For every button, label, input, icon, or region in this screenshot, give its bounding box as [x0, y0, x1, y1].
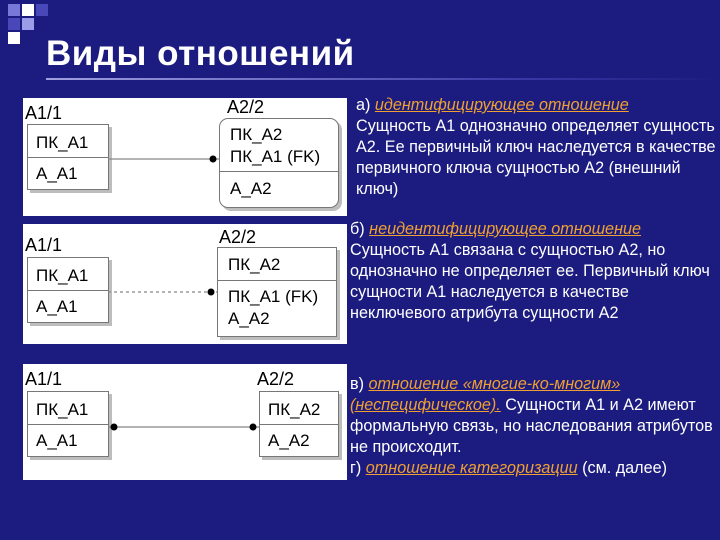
- relationship-line: [23, 224, 347, 344]
- term-many-to-many: отношение «многие-ко-многим» (неспецифическое).: [350, 375, 621, 414]
- child-pk: ПК_A2: [230, 125, 283, 144]
- parent-attr: A_A1: [36, 431, 78, 450]
- diagram-many-to-many: [23, 364, 347, 480]
- description-non-identifying: [350, 219, 716, 324]
- child-fk-attr: ПК_A1 (FK): [228, 287, 319, 306]
- description-body: Сущность А1 связана с сущностью А2, но однозначно не определяет ее. Первичный ключ сущности А1 наследуется в качестве неключевого атрибута сущности А2: [350, 241, 710, 322]
- item-prefix: в): [350, 375, 369, 393]
- relationship-line: [23, 364, 347, 480]
- description-body: (см. далее): [577, 459, 667, 477]
- child-attr: A_A2: [228, 309, 270, 328]
- term-categorization: отношение категоризации: [365, 459, 578, 477]
- child-fk: ПК_A1 (FK): [230, 147, 321, 166]
- term-identifying: идентифицирующее отношение: [374, 96, 629, 114]
- parent-pk: ПК_A1: [36, 133, 89, 152]
- description-body: Сущность А1 однозначно определяет сущность А2. Ее первичный ключ наследуется в качестве первичного ключа сущностью А2 (внешний ключ): [356, 117, 716, 198]
- parent-attr: A_A1: [36, 297, 78, 316]
- parent-entity-name: A1/1: [25, 235, 63, 255]
- child-entity-name: A2/2: [257, 369, 295, 389]
- parent-entity-name: A1/1: [25, 369, 63, 389]
- child-entity-name: A2/2: [219, 227, 257, 247]
- diagram-identifying: [23, 98, 347, 216]
- child-attr: A_A2: [230, 179, 272, 198]
- description-body: Сущности А1 и А2 имеют формальную связь, но наследования атрибутов не происходит.: [350, 396, 713, 456]
- description-many-to-many: [350, 374, 716, 479]
- relationship-line: [23, 98, 347, 216]
- parent-pk: ПК_A1: [36, 266, 89, 285]
- item-prefix: а): [356, 96, 375, 114]
- parent-entity-name: A1/1: [25, 103, 63, 123]
- parent-attr: A_A1: [36, 164, 78, 183]
- child-entity-name: A2/2: [227, 97, 265, 117]
- item-prefix: г): [350, 459, 366, 477]
- child-attr: A_A2: [268, 431, 310, 450]
- child-pk: ПК_A2: [228, 255, 281, 274]
- parent-pk: ПК_A1: [36, 400, 89, 419]
- description-identifying: [356, 95, 716, 200]
- item-prefix: б): [350, 220, 370, 238]
- term-non-identifying: неидентифицирующее отношение: [369, 220, 641, 238]
- diagram-non-identifying: [23, 224, 347, 344]
- child-pk: ПК_A2: [268, 400, 321, 419]
- page-title: Виды отношений: [46, 34, 355, 73]
- title-underline: [46, 78, 716, 80]
